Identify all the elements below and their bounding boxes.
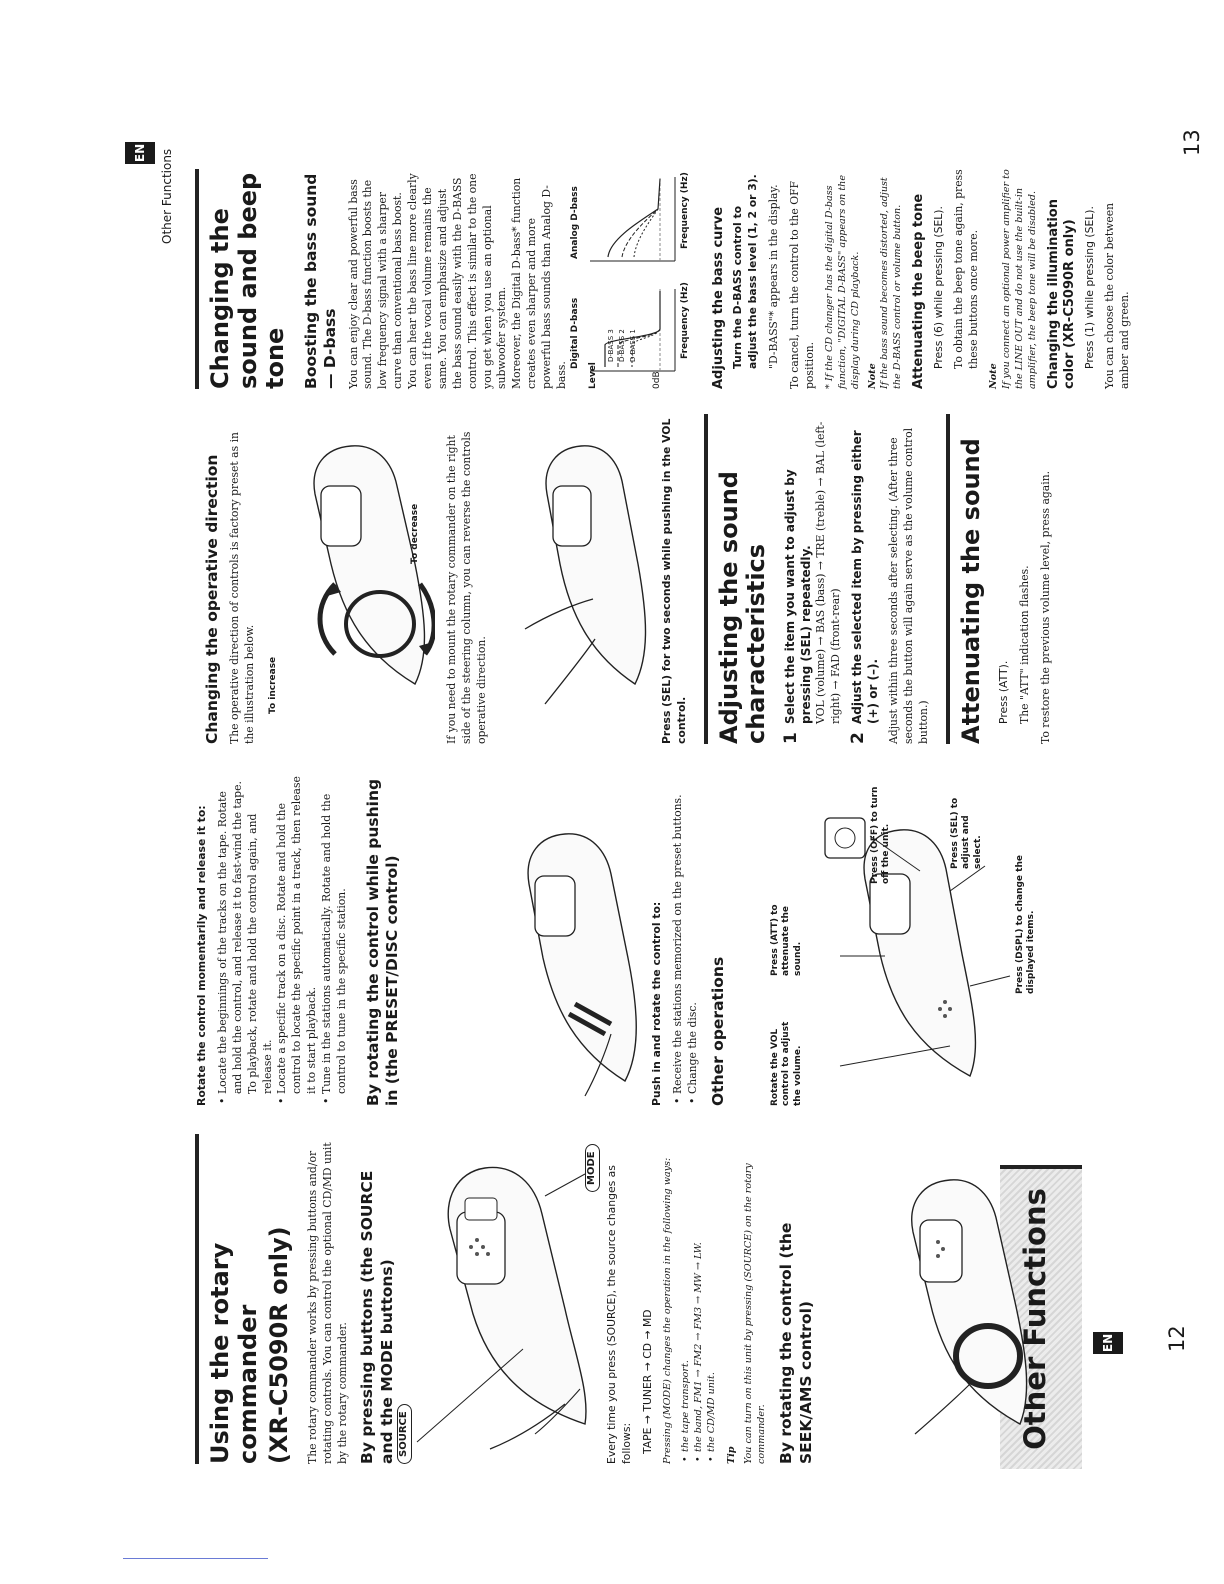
step-items: VOL (volume) → BAS (bass) → TRE (treble) → BAL (left-right) → FAD (front-rear) xyxy=(814,421,843,724)
illumination-text: You can choose the color between amber and green. xyxy=(1103,202,1132,389)
other-off-caption: Press (OFF) to turn off the unit. xyxy=(870,786,892,884)
mode-item: • the CD/MD unit. xyxy=(705,1134,718,1452)
page-number-left: 12 xyxy=(1165,1325,1189,1352)
rotary-commander-direction-icon xyxy=(265,434,435,724)
adjust-column xyxy=(660,414,1060,744)
other-vol-caption: Rotate the VOL control to adjust the volume. xyxy=(770,1021,803,1106)
vol-control-push-icon xyxy=(505,434,655,724)
language-tag-right: EN xyxy=(125,142,155,164)
source-button-label: SOURCE xyxy=(397,1404,412,1464)
seek-intro: Rotate the control momentarily and release it to: xyxy=(195,805,208,1106)
rotary-commander-hand-icon xyxy=(395,1144,600,1464)
dbass-p3: Moreover, the Digital D-bass* function creates even sharper and more powerful bass sounds than Analog D-bass. xyxy=(510,177,568,389)
rotary-commander-push-icon xyxy=(505,806,645,1106)
graph-level-label: Level xyxy=(588,362,598,389)
seek-list xyxy=(216,776,350,1106)
rotary-section xyxy=(195,1134,403,1464)
preset-illustration xyxy=(505,806,645,1106)
source-illustration xyxy=(395,1144,600,1464)
illumination-heading: Changing the illumination color (XR-C5090R only) xyxy=(1046,199,1078,389)
seek-item: • Locate the beginnings of the tracks on the tape. Rotate and hold the control, and release it to fast-wind the tape. To playback, rotate and hold the control again, and release it. xyxy=(216,776,276,1094)
seek-list-column xyxy=(195,776,409,1106)
curve-label: D-BASS 2 xyxy=(618,329,626,362)
preset-intro: Push in and rotate the control to: xyxy=(650,901,663,1106)
to-decrease-label: To decrease xyxy=(410,503,420,564)
mode-intro: Pressing (MODE) changes the operation in the following ways: xyxy=(661,1157,673,1464)
direction-text: If you need to mount the rotary commander on the right side of the steering column, you can reverse the controls operative direction. xyxy=(445,431,488,744)
preset-list-column xyxy=(650,776,734,1106)
attenuate-heading: Attenuating the sound xyxy=(946,414,986,744)
rotary-commander-rotate-icon xyxy=(880,1164,1040,1454)
source-heading: By pressing buttons (the SOURCE and the MODE buttons) xyxy=(358,1170,396,1464)
bass-curve-display: "D-BASS"* appears in the display. xyxy=(767,184,781,369)
preset-heading: By rotating the control while pushing in (the PRESET/DISC control) xyxy=(363,778,402,1106)
source-step: Every time you press (SOURCE), the source changes as follows: xyxy=(605,1165,633,1464)
graph-freq-label-analog: Frequency (Hz) xyxy=(680,172,690,249)
bass-curve-step: Turn the D-BASS control to adjust the bass level (1, 2 or 3). xyxy=(731,174,760,369)
dbass-p1: You can enjoy clear and powerful bass sound. The D-bass function boosts the low frequency signal with a sharper curve than conventional bass boost. xyxy=(346,179,405,389)
seek-item: • Locate a specific track on a disc. Rotate and hold the control to locate the specific point in a track, then release it to start playback. xyxy=(275,776,320,1094)
to-increase-label: To increase xyxy=(268,656,278,714)
bottom-rule xyxy=(123,1558,268,1559)
source-steps xyxy=(605,1134,822,1464)
mode-item: • the tape transport. xyxy=(679,1134,692,1452)
mode-button-label: MODE xyxy=(585,1144,600,1192)
adjust-step-2 xyxy=(847,414,881,744)
graph-0db-label: 0dB xyxy=(652,371,662,389)
direction-illustration xyxy=(265,434,435,724)
tip-text: You can turn on this unit by pressing (SOURCE) on the rotary commander. xyxy=(743,1163,768,1464)
dbass-p2: You can hear the bass line more clearly even if the vocal volume remains the same. You can emphasize and adjust the bass sound easily with the D-BASS control. This effect is similar to the one you get when you use an optional subwoofer system. xyxy=(406,173,509,389)
page-header-right: Other Functions xyxy=(160,148,174,244)
tip-label: Tip xyxy=(726,1446,738,1464)
dbass-heading: Boosting the bass sound — D-bass xyxy=(301,173,340,389)
bass-curve-column xyxy=(705,169,1139,389)
source-sequence: TAPE → TUNER → CD → MD xyxy=(640,1309,654,1454)
attenuate-press: Press (ATT). xyxy=(997,660,1011,724)
dbass-column xyxy=(195,169,576,389)
adjust-step-1 xyxy=(780,414,844,744)
bass-curve-cancel: To cancel, turn the control to the OFF position. xyxy=(787,180,816,389)
bass-curve-footnote: * If the CD changer has the digital D-bass function, "DIGITAL D-BASS" appears on the display during CD playback. xyxy=(823,174,861,389)
step-text: Select the item you want to adjust by pressing (SEL) repeatedly. xyxy=(782,469,813,724)
other-att-caption: Press (ATT) to attenuate the sound. xyxy=(770,904,803,976)
other-heading: Other operations xyxy=(708,956,727,1106)
mode-list xyxy=(679,1134,719,1464)
direction-intro: The operative direction of controls is factory preset as in the illustration below. xyxy=(228,431,257,744)
graph-analog-label: Analog D-bass xyxy=(570,186,580,259)
attenuate-restore: To restore the previous volume level, press again. xyxy=(1039,470,1053,744)
curve-label: D-BASS 3 xyxy=(607,329,615,362)
preset-list xyxy=(671,776,701,1106)
bass-curve-heading: Adjusting the bass curve xyxy=(711,206,726,389)
curve-label: D-BASS 1 xyxy=(629,329,637,362)
illumination-press: Press (1) while pressing (SEL). xyxy=(1082,206,1096,369)
beep-attenuate-heading: Attenuating the beep tone xyxy=(911,193,927,389)
step-number: 2 xyxy=(847,732,868,744)
attenuate-flash: The "ATT" indication flashes. xyxy=(1018,565,1032,724)
graph-freq-label-digital: Frequency (Hz) xyxy=(680,282,690,359)
note2-text: If you connect an optional power amplifier to the LINE OUT and do not use the built-in amplifier, the beep tone will be disabled. xyxy=(1001,169,1039,389)
adjust-note: Adjust within three seconds after selecting. (After three seconds the button will again serve as the volume control button.) xyxy=(887,427,930,744)
direction-text-column xyxy=(445,414,496,744)
direction-heading: Changing the operative direction xyxy=(203,454,221,744)
preset-item: • Receive the stations memorized on the preset buttons. xyxy=(671,776,686,1094)
banner-title: Other Functions xyxy=(1018,1188,1052,1450)
other-dspl-caption: Press (DSPL) to change the displayed items. xyxy=(1015,855,1037,994)
step-number: 1 xyxy=(780,732,801,744)
note1-text: If the bass sound becomes distorted, adjust the D-BASS control or volume button. xyxy=(879,177,904,389)
vol-push-illustration xyxy=(505,434,655,724)
note2-label: Note xyxy=(988,363,1000,389)
seek-heading: By rotating the control (the SEEK/AMS control) xyxy=(777,1222,815,1464)
beep-heading: Changing the sound and beep tone xyxy=(195,169,290,389)
graph-curve-labels xyxy=(606,329,639,362)
other-sel-caption: Press (SEL) to adjust and select. xyxy=(950,797,983,869)
rotary-model: (XR-C5090R only) xyxy=(265,1226,294,1464)
seek-item: • Tune in the stations automatically. Rotate and hold the control to tune in the specific station. xyxy=(320,776,350,1094)
preset-item: • Change the disc. xyxy=(686,776,701,1094)
step-text: Adjust the selected item by pressing either (+) or (–). xyxy=(849,430,880,724)
page-number-right: 13 xyxy=(1180,129,1204,156)
language-tag-left: EN xyxy=(1093,1332,1123,1354)
note1-label: Note xyxy=(866,363,878,389)
adjust-heading: Adjusting the sound characteristics xyxy=(704,414,771,744)
beep-press: Press (6) while pressing (SEL). xyxy=(931,206,945,369)
graph-digital-label: Digital D-bass xyxy=(570,297,580,369)
beep-restore: To obtain the beep tone again, press these buttons once more. xyxy=(952,169,981,369)
rotary-heading: Using the rotary commander xyxy=(195,1134,262,1464)
seek-illustration xyxy=(880,1164,1040,1454)
mode-item: • the band, FM1 → FM2 → FM3 → MW → LW. xyxy=(692,1134,705,1452)
direction-press: Press (SEL) for two seconds while pushing in the VOL control. xyxy=(660,418,688,744)
rotary-intro: The rotary commander works by pressing buttons and/or rotating controls. You can control the optional CD/MD unit by the rotary commander. xyxy=(305,1142,349,1464)
direction-column xyxy=(195,414,264,744)
